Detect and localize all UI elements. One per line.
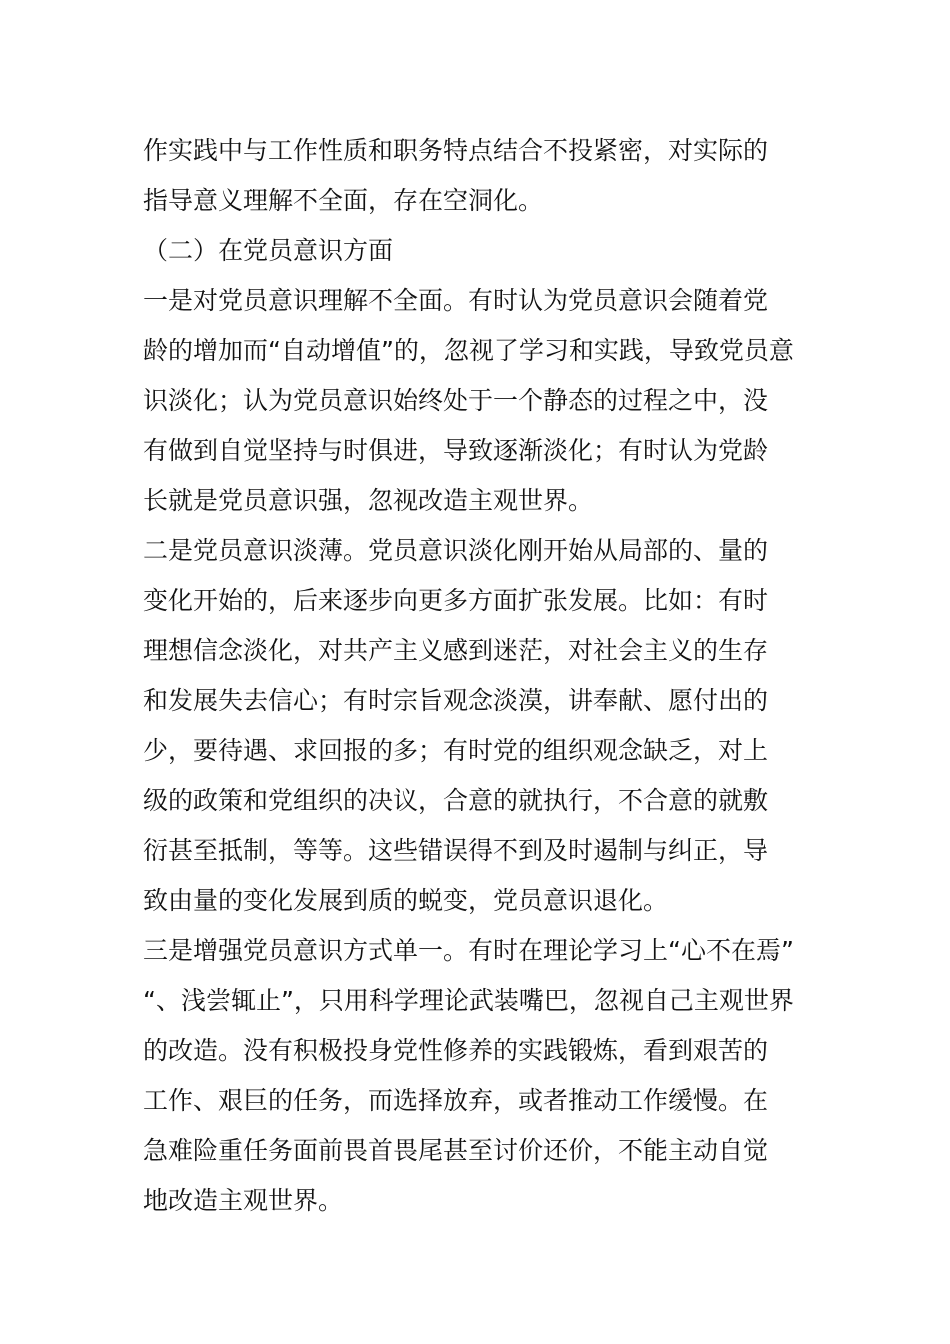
text-line: 衍甚至抵制，等等。这些错误得不到及时遏制与纠正，导 [143, 836, 769, 865]
text-line: 三是增强党员意识方式单一。有时在理论学习上“心不在焉” [143, 936, 794, 965]
text-line: 急难险重任务面前畏首畏尾甚至讨价还价，不能主动自觉 [143, 1136, 769, 1165]
text-line: 有做到自觉坚持与时俱进，导致逐渐淡化；有时认为党龄 [143, 436, 769, 465]
text-line: “、浅尝辄止”，只用科学理论武装嘴巴，忽视自己主观世界 [143, 986, 794, 1015]
document-body [143, 126, 813, 1226]
text-line: 一是对党员意识理解不全面。有时认为党员意识会随着党 [143, 286, 769, 315]
text-line: 工作、艰巨的任务，而选择放弃，或者推动工作缓慢。在 [143, 1086, 769, 1115]
text-line: 级的政策和党组织的决议，合意的就执行，不合意的就敷 [143, 786, 769, 815]
text-line: 识淡化；认为党员意识始终处于一个静态的过程之中，没 [143, 386, 769, 415]
text-line: 龄的增加而“自动增值”的，忽视了学习和实践，导致党员意 [143, 336, 794, 365]
text-line: 指导意义理解不全面，存在空洞化。 [143, 186, 544, 215]
text-line: 的改造。没有积极投身党性修养的实践锻炼，看到艰苦的 [143, 1036, 769, 1065]
text-line: 致由量的变化发展到质的蜕变，党员意识退化。 [143, 886, 669, 915]
text-line: 变化开始的，后来逐步向更多方面扩张发展。比如：有时 [143, 586, 769, 615]
text-line: 作实践中与工作性质和职务特点结合不投紧密，对实际的 [143, 136, 769, 165]
text-line: 少，要待遇、求回报的多；有时党的组织观念缺乏，对上 [143, 736, 769, 765]
text-line: 地改造主观世界。 [143, 1186, 344, 1215]
section-heading: （二）在党员意识方面 [143, 236, 394, 265]
text-line: 二是党员意识淡薄。党员意识淡化刚开始从局部的、量的 [143, 536, 769, 565]
text-line: 理想信念淡化，对共产主义感到迷茫，对社会主义的生存 [143, 636, 769, 665]
text-line: 和发展失去信心；有时宗旨观念淡漠，讲奉献、愿付出的 [143, 686, 769, 715]
text-line: 长就是党员意识强，忽视改造主观世界。 [143, 486, 594, 515]
